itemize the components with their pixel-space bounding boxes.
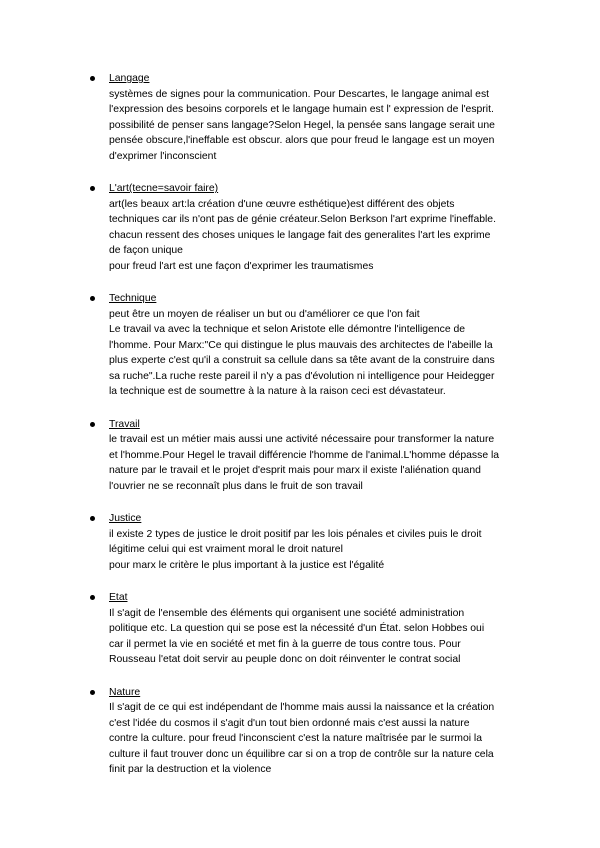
section-travail bbox=[88, 417, 528, 495]
bullet-icon bbox=[90, 76, 95, 81]
section-title: Nature bbox=[109, 686, 141, 698]
bullet-icon bbox=[90, 296, 95, 301]
section-paragraph: Il s'agit de ce qui est indépendant de l'homme mais aussi la naissance et la création c'est l'idée du cosmos il s'agit d'un tout bien ordonné mais c'est aussi la nature contre la culture. pour freud l'inconscient c'est la nature maîtrisée par le surmoi la culture il faut trouver donc un équilibre car si on a trop de contrôle sur la nature cela finit par la destruction et la violence bbox=[109, 702, 495, 775]
section-title: L'art(tecne=savoir faire) bbox=[109, 183, 219, 194]
section-paragraph: Le travail va avec la technique et selon Aristote elle démontre l'intelligence de l'homme. Pour Marx:"Ce qui distingue le plus mauvais des architectes de l'abeille la plus experte c'est qu'il a construit sa cellule dans sa tête avant de la construire dans sa ruche".La ruche reste pareil il n'y a pas d'évolution ni intelligence pour Heidegger la technique est de soumettre à la nature à la raison ceci est dévastateur. bbox=[109, 324, 495, 397]
section-title: Etat bbox=[109, 592, 128, 603]
bullet-icon bbox=[90, 516, 95, 521]
notes-list bbox=[88, 71, 528, 795]
section-paragraph: systèmes de signes pour la communication. Pour Descartes, le langage animal est l'expression des besoins corporels et le langage humain est l' expression de l'esprit. possibilité de penser sans langage?Selon Hegel, la pensée sans langage serait une pensée obscure,l'ineffable est obscur. alors que pour freud le langage est un moyen d'exprimer l'inconscient bbox=[109, 88, 495, 162]
section-paragraph: Il s'agit de l'ensemble des éléments qui organisent une société administration politique etc. La question qui se pose est la nécessité d'un État. selon Hobbes oui car il permet la vie en société et met fin à la guerre de tous contre tous. Pour Rousseau l'etat doit servir au peuple donc on doit réinventer le contrat social bbox=[109, 607, 485, 665]
section-etat bbox=[88, 590, 528, 668]
section-nature bbox=[88, 685, 528, 778]
bullet-icon bbox=[90, 595, 95, 600]
section-paragraph: le travail est un métier mais aussi une activité nécessaire pour transformer la nature et l'homme.Pour Hegel le travail différencie l'homme de l'animal.L'homme dépasse la nature par le travail et le projet d'esprit mais pour marx il existe l'aliénation quand l'ouvrier ne se reconnaît plus dans le fruit de son travail bbox=[109, 434, 500, 492]
section-paragraph: pour freud l'art est une façon d'exprimer les traumatismes bbox=[109, 260, 374, 272]
section-paragraph: pour marx le critère le plus important à la justice est l'égalité bbox=[109, 559, 385, 571]
section-title: Justice bbox=[109, 513, 142, 524]
section-paragraph: il existe 2 types de justice le droit positif par les lois pénales et civiles puis le droit légitime celui qui est vraiment moral le droit naturel bbox=[109, 528, 482, 555]
section-paragraph: art(les beaux art:la création d'une œuvre esthétique)est différent des objets techniques car ils n'ont pas de génie créateur.Selon Berkson l'art exprime l'ineffable. chacun ressent des choses uniques le langage fait des generalites l'art les exprime de façon unique bbox=[109, 198, 496, 256]
bullet-icon bbox=[90, 186, 95, 191]
section-title: Langage bbox=[109, 73, 150, 84]
bullet-icon bbox=[90, 422, 95, 427]
bullet-icon bbox=[90, 690, 95, 695]
section-art bbox=[88, 181, 528, 274]
section-title: Travail bbox=[109, 418, 140, 430]
section-paragraph: peut être un moyen de réaliser un but ou d'améliorer ce que l'on fait bbox=[109, 308, 420, 320]
section-langage bbox=[88, 71, 528, 164]
section-technique bbox=[88, 291, 528, 400]
section-justice bbox=[88, 511, 528, 573]
section-title: Technique bbox=[109, 293, 157, 304]
